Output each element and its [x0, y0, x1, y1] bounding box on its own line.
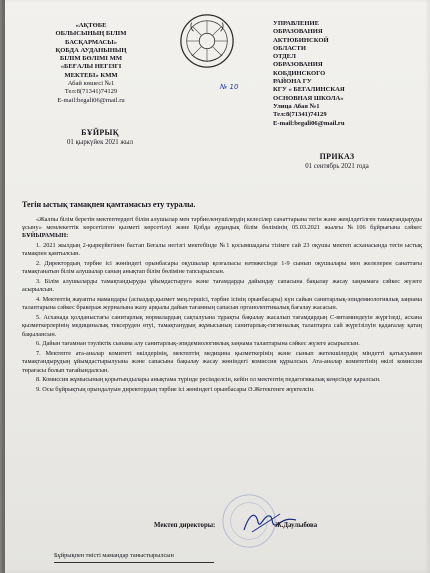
order-heading-russian — [272, 152, 402, 170]
order-date-russian: 01 сентябрь 2021 года — [305, 163, 369, 170]
header-right-address: Улица Абая №1 — [273, 102, 320, 110]
signature-label: Мектеп директоры: — [154, 522, 216, 529]
order-item: 7. Мектепте ата-аналар комитеті өкілдерінің, мектептің медицина қызметкерінің және сынып жетекшілердің міндетті қатысуымен тамақтандырудың ұйымдастырылуына және сапасына бақылау жасау жөніндегі комиссия құрылсын. Ата-аналар комитетінің өкілі комиссия төрағасы болып тағайындалсын. — [22, 350, 422, 374]
order-item: 5. Асханада қолданыстағы санитарлық нормалардың сақталуына тұрақты бақылау жасалып тағамдардың С-витаминдеуін жүргізеді, асхана қызметкерлерінің медициналық тексеруден өтуі, тамақтанудың жұмысының санитарлық-гигиеналық талаптарға сай жүргізілуін қадағалау қатаң бақылансын. — [22, 314, 422, 338]
order-date-kazakh: 01 қыркүйек 2021 жыл — [66, 139, 134, 146]
header-left-line: ОБЛЫСЫНЫҢ БІЛІМ — [55, 30, 127, 38]
header-right-line: АКТЮБИНСКОЙ — [273, 36, 329, 44]
intro-decree: БҰЙЫРАМЫН: — [22, 232, 69, 240]
order-title-russian: ПРИКАЗ — [319, 152, 355, 161]
header-right-line: ОБЛАСТИ — [273, 44, 306, 52]
header-left-line: БІЛІМ БӨЛІМІ ММ — [59, 55, 123, 63]
header-left-kazakh — [16, 22, 166, 105]
order-item: 4. Мектептің жауапты мамандары (аспаздар,қызмет мең.гершісі, тәрбие ісінің орынбасары) күн сайын санитарлық-эпидемиологиялық заңнама талаптарына сәйкес бракераж журналына жазу арқылы дайын тағамның сапасын органолептикалық бағалау жасасын. — [22, 296, 422, 312]
header-right-email: E-mail:begali06@mail.ru — [273, 119, 345, 127]
intro-text: «Жалпы білім беретін мектептердегі білім алушылар мен тәрбиеленушілердің келесілер санаттарына тегін және жеңілдетілген тамақтандыруды ұсыну» мемлекеттік көрсетілген қызметі көрсетілуі және Қобда аудандық білім бөлімінің 05.03.2021 жылғы №106 бұйрығына сәйкес — [22, 216, 422, 232]
header-left-email: E-mail:begali06@mail.ru — [57, 96, 125, 104]
header-right-line: ОБРАЗОВАНИЯ — [273, 28, 323, 36]
footer-divider — [54, 562, 214, 563]
signature-block — [154, 522, 317, 529]
header-left-phone: Тел:8(71341)74129 — [64, 88, 118, 96]
header-left-line: ҚОБДА АУДАНЫНЫҢ — [55, 46, 127, 54]
handwritten-order-number: № 10 — [220, 83, 239, 91]
header-right-line: РАЙОНА ГУ — [273, 78, 312, 86]
header-left-line: БАСҚАРМАСЫ» — [64, 38, 118, 46]
header-right-line: ОСНОВНАЯ ШКОЛА» — [273, 94, 344, 102]
order-heading-kazakh — [40, 128, 160, 146]
header-left-line: «БЕҒАЛЫ НЕГІЗГІ — [60, 63, 122, 71]
order-subject: Тегін ыстық тамақпен қамтамасыз ету туралы. — [22, 200, 196, 209]
header-right-line: КОБДИНСКОГО — [273, 69, 326, 77]
intro-paragraph — [22, 216, 422, 241]
signature-name: Ж.Даулыбова — [275, 522, 318, 529]
header-right-line: ОБРАЗОВАНИЯ — [273, 61, 323, 69]
order-document — [2, 0, 430, 573]
order-item: 2. Директордың тәрбие ісі жөніндегі орынбасары оқушылар қозғалысы нәтижесінде 1-9 сынып оқушылары мен желелерен санаттағы тамақтанатын білім алушылар саның анықтап білім бөліміне тапсырылсын. — [22, 260, 422, 276]
header-right-phone: Тел:8(71341)74129 — [273, 111, 327, 119]
header-right-line: ОТДЕЛ — [273, 53, 296, 61]
order-item: 8. Комиссия жұмысының қорытындылары анықтама түрінде ресімделсін, кейін ол мектептің педагогикалық кеңесінде қаралсын. — [36, 376, 381, 384]
header-right-line: УПРАВЛЕНИЕ — [273, 20, 320, 27]
state-emblem-icon — [178, 12, 236, 70]
header-left-address: Абай көшесі №1 — [67, 80, 115, 88]
acknowledgement-note: Бұйрықпен тиісті мамандар таныстырылсын — [54, 552, 174, 559]
header-right-line: КГУ « БЕГАЛИНСКАЯ — [273, 86, 345, 94]
page-edge-shadow — [2, 0, 5, 573]
order-item: 6. Дайын тағамнан тәуліктік сынама алу санитарлық-эпидемиологиялық заңнама талаптарына сәйкес жүзеге асырылсын. — [36, 340, 360, 348]
order-item: 9. Осы бұйрықтың орындалуын директордың тәрбие ісі жөніндегі орынбасары Ә.Жетекгенге жүктелсін. — [36, 386, 315, 394]
order-item: 3. Білім алушыларды тамақтандыруды ұйымдастыруға және тағамдарды дайындау сапасына бақылау жасау заңнамаға сәйкес жүзеге асырылсын. — [22, 278, 422, 294]
order-body — [22, 216, 422, 396]
header-left-line: «АҚТӨБЕ — [75, 22, 107, 29]
header-right-russian — [273, 20, 423, 128]
order-item: 1. 2021 жылдың 2-қыркүйегінен бастап Беғалы негізгі мектебінде №1 қосымшадағы тізімге сай 23 оқушы мектеп асханасында тегін ыстық тамақпен қамтылсын. — [22, 242, 422, 258]
order-title-kazakh: БҰЙРЫҚ — [81, 128, 119, 137]
header-left-line: МЕКТЕБІ» КММ — [64, 71, 118, 79]
